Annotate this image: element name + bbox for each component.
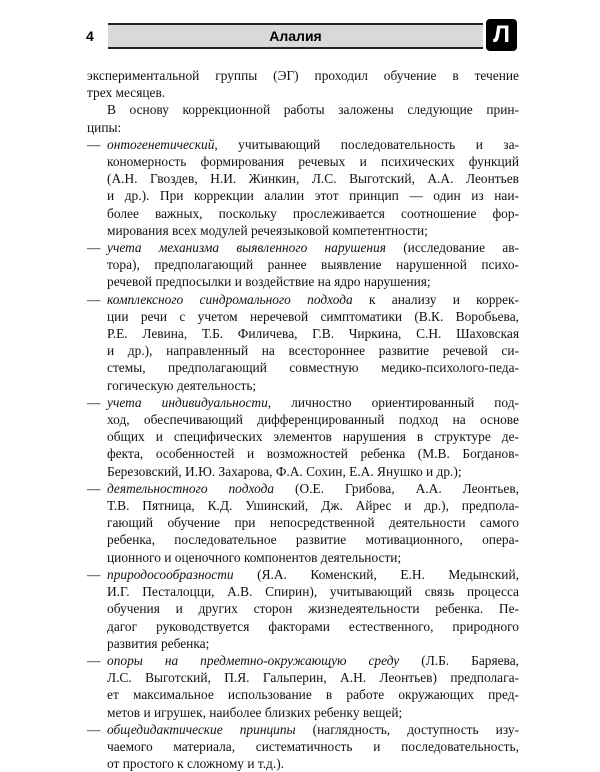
section-letter-tab: Л [486, 19, 517, 51]
text-fragment: (Л.Б. Баряева, [399, 652, 519, 668]
text-line: Березовский, И.Ю. Захарова, Ф.А. Сохин, Е.А. Янушко и др.); [107, 463, 462, 479]
principle-item [87, 239, 519, 291]
dash: — [87, 721, 101, 737]
text-line: фекта, особенностей и возможностей ребенка (М.В. Богданов- [107, 446, 519, 462]
text-line [87, 652, 519, 669]
dash: — [87, 566, 101, 582]
text-line: (А.Н. Гвоздев, Н.И. Жинкин, Л.С. Выготский, А.А. Леонтьев [107, 171, 519, 187]
text-line: и др.), направленный на всестороннее развитие речевой си- [107, 343, 519, 359]
text-line: и др.). При коррекции алалии этот принцип — один из наи- [107, 188, 519, 204]
text-line [87, 566, 519, 583]
principle-item [87, 566, 519, 652]
text-line [87, 239, 519, 256]
header-band [108, 23, 483, 49]
text-line: обучения и других сторон жизнедеятельности ребенка. Пе- [107, 601, 519, 617]
text-line: В основу коррекционной работы заложены следующие прин- [107, 102, 519, 118]
principle-term: опоры на предметно-окружающую среду [107, 652, 400, 668]
principle-item [87, 721, 519, 772]
dash: — [87, 291, 101, 307]
text-line: экспериментальной группы (ЭГ) проходил обучение в течение [87, 68, 519, 83]
text-line: И.Г. Песталоцци, А.В. Спирин), учитывающий связь процесса [107, 584, 519, 600]
dash: — [87, 652, 101, 668]
text-line: общих и специфических элементов нарушения в структуре де- [107, 429, 519, 445]
principle-term: деятельностного подхода [107, 480, 275, 496]
principle-term: общедидактические принципы [107, 721, 296, 737]
header-title: Алалия [269, 28, 322, 44]
text-fragment: (исследование ав- [385, 240, 519, 256]
text-line: более важных, поскольку прослеживается соотношение фор- [107, 205, 519, 221]
text-line: ципы: [87, 119, 122, 135]
text-line [87, 394, 519, 411]
text-fragment: , личностно ориентированный под- [267, 394, 520, 410]
text-line: стемы, предполагающий совместную медико-психолого-педа- [107, 360, 519, 376]
text-line: чаемого материала, систематичность и последовательность, [107, 738, 519, 754]
principle-item [87, 394, 519, 480]
dash: — [87, 136, 101, 152]
principle-item [87, 291, 519, 394]
text-fragment: (Я.А. Коменский, Е.Н. Медынский, [233, 566, 519, 582]
running-header [86, 19, 517, 51]
principle-term: онтогенетический [107, 136, 215, 152]
principle-term: комплексного синдромального подхода [107, 291, 353, 307]
dash: — [87, 240, 101, 256]
text-fragment: к анализу и коррек- [352, 291, 519, 307]
text-line: речевой предпосылки и воздействие на ядро нарушения; [107, 274, 431, 290]
text-line: гающий обучение при непосредственной деятельности самого [107, 515, 519, 531]
principle-term: учета механизма выявленного нарушения [107, 240, 386, 256]
principle-term: природосообразности [107, 566, 234, 582]
text-line: Л.С. Выготский, П.Я. Гальперин, А.Н. Леонтьев) предполага- [107, 670, 519, 686]
page-number: 4 [86, 28, 94, 44]
dash: — [87, 394, 101, 410]
text-line: Р.Е. Левина, Т.Б. Филичева, Г.В. Чиркина, С.Н. Шаховская [107, 326, 519, 342]
text-line: Т.В. Пятница, К.Д. Ушинский, Дж. Айрес и др.), предпола- [107, 498, 519, 514]
text-line: трех месяцев. [87, 85, 166, 101]
dash: — [87, 480, 101, 496]
text-line [87, 721, 519, 738]
text-line: дагог руководствуется факторами естественного, природного [107, 618, 519, 634]
text-line: ционного и оценочного компонентов деятельности; [107, 549, 402, 565]
principle-item [87, 136, 519, 239]
principle-item [87, 480, 519, 566]
text-fragment: (О.Е. Грибова, А.А. Леонтьев, [274, 480, 519, 496]
text-line: гогическую деятельность; [107, 377, 257, 393]
text-line: развития ребенка; [107, 635, 210, 651]
page-body [87, 67, 519, 772]
principle-term: учета индивидуальности [107, 394, 268, 410]
text-fragment: (наглядность, доступность изу- [295, 721, 519, 737]
text-line [87, 480, 519, 497]
text-line: ции речи с учетом неречевой симптоматики (В.К. Воробьева, [107, 308, 519, 324]
text-line: мирования всех модулей речеязыковой компетентности; [107, 222, 428, 238]
principle-item [87, 652, 519, 721]
text-line: тора), предполагающий раннее выявление нарушенной психо- [107, 257, 519, 273]
text-line: ход, обеспечивающий дифференцированный подход на основе [107, 412, 519, 428]
text-line: ет максимальное использование в работе окружающих пред- [107, 687, 519, 703]
text-line: кономерность формирования речевых и психических функций [107, 154, 519, 170]
text-line: метов и игрушек, наиболее близких ребенку вещей; [107, 704, 403, 720]
text-line: от простого к сложному и т.д.). [107, 756, 285, 772]
text-fragment: , учитывающий последовательность и за- [214, 136, 519, 152]
text-line [87, 136, 519, 153]
text-line [87, 291, 519, 308]
text-line: ребенка, последовательное развитие мотивационного, опера- [107, 532, 519, 548]
